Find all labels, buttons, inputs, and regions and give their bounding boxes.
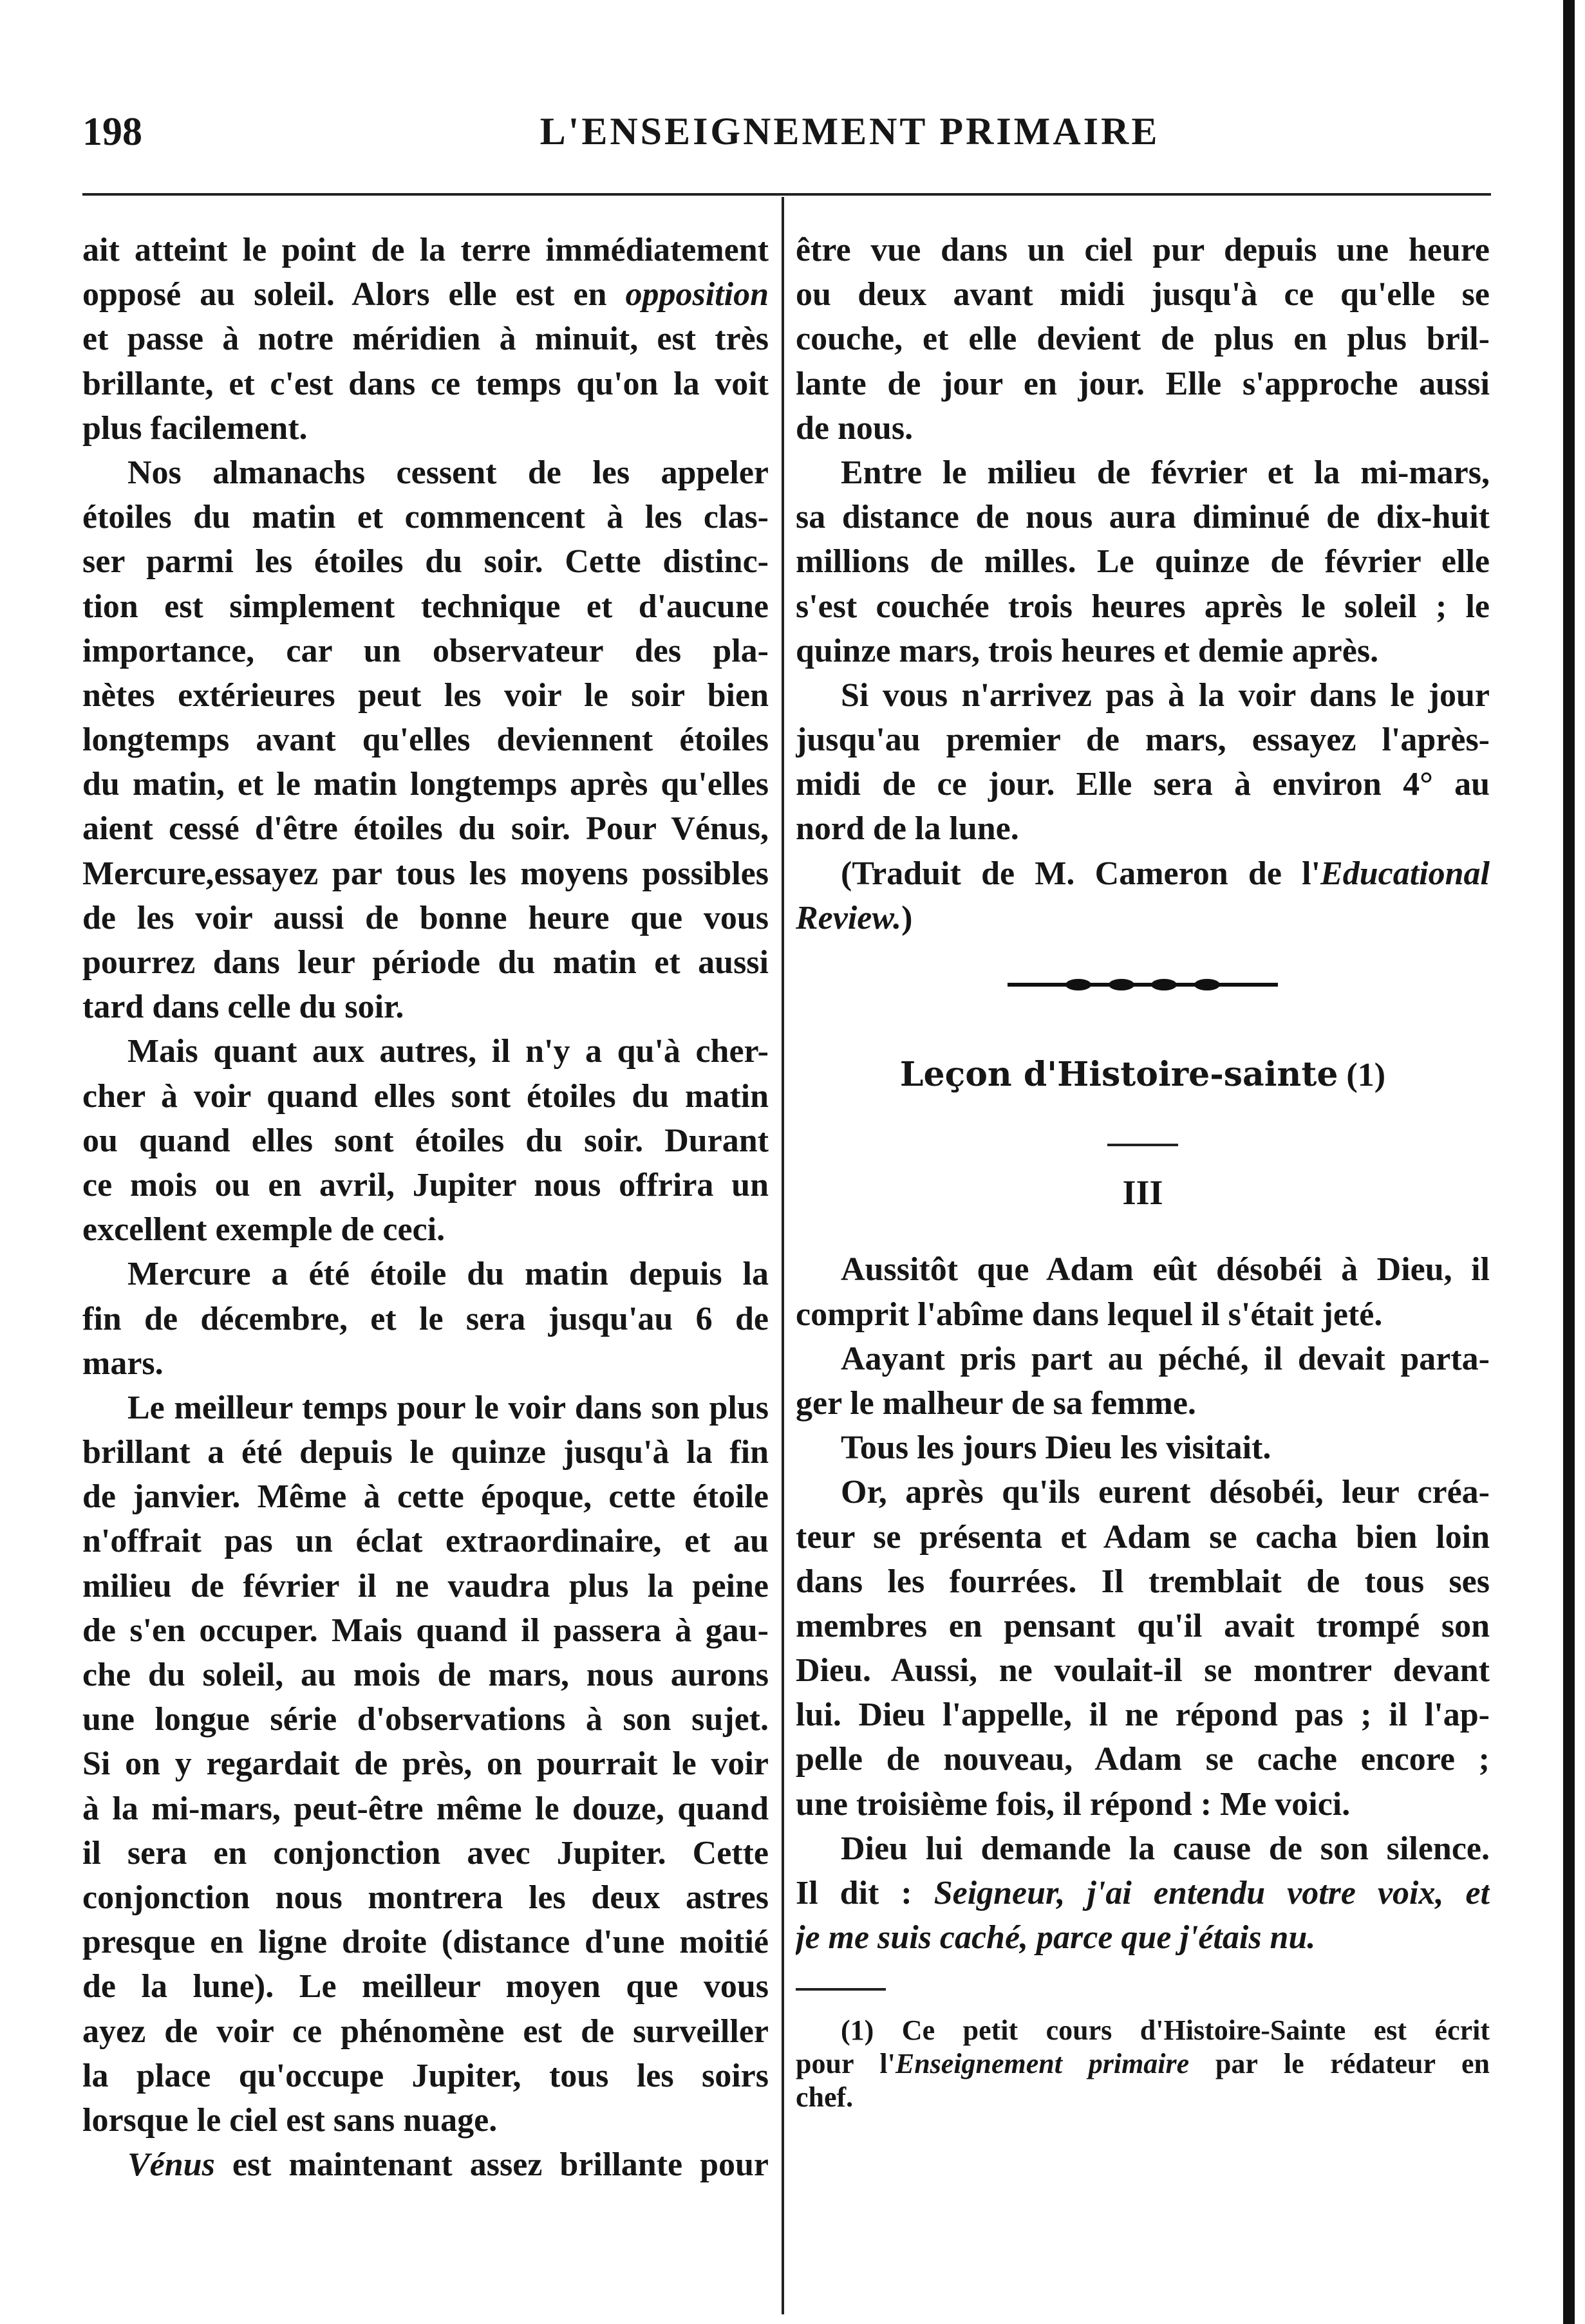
citation-line: (Traduit de M. Cameron de l'Educational: [841, 855, 1490, 892]
text-line: la place qu'occupe Jupiter, tous les soirs: [82, 2057, 769, 2094]
text-line: lui. Dieu l'appelle, il ne répond pas ; il l'ap-: [796, 1697, 1490, 1734]
text-line: tion est simplement technique et d'aucune: [82, 588, 769, 625]
text-line: du matin, et le matin longtemps après qu'elles: [82, 766, 769, 803]
text-line: Mercure a été étoile du matin depuis la: [127, 1256, 769, 1293]
text-line: ce mois ou en avril, Jupiter nous offrira un: [82, 1166, 769, 1204]
text-line: opposé au soleil. Alors elle est en opposition: [82, 276, 769, 313]
short-rule: [1107, 1144, 1178, 1146]
text-line: Mercure,essayez par tous les moyens possibles: [82, 855, 769, 892]
header-rule: [82, 193, 1491, 196]
text-line: Vénus est maintenant assez brillante pour: [127, 2146, 769, 2184]
text-line: Dieu. Aussi, ne voulait-il se montrer devant: [796, 1652, 1490, 1689]
text-line: quinze mars, trois heures et demie après.: [796, 632, 1379, 669]
text-line: de la lune). Le meilleur moyen que vous: [82, 1968, 769, 2005]
footnote-line: pour l'Enseignement primaire par le rédateur en: [796, 2048, 1490, 2080]
italic-term: Vénus: [127, 2146, 215, 2184]
text-line: dans les fourrées. Il tremblait de tous ses: [796, 1563, 1490, 1600]
text-line: nord de la lune.: [796, 810, 1019, 848]
text-line: n'offrait pas un éclat extraordinaire, et au: [82, 1523, 769, 1560]
text-line: de janvier. Même à cette époque, cette étoile: [82, 1478, 769, 1516]
text-line: aient cessé d'être étoiles du soir. Pour Vénus,: [82, 810, 769, 848]
page-edge-bar: [1563, 0, 1575, 2324]
text-line: pourrez dans leur période du matin et aussi: [82, 944, 769, 981]
text-line: Aayant pris part au péché, il devait parta-: [841, 1340, 1490, 1377]
page-number: 198: [82, 110, 142, 154]
text-line: jusqu'au premier de mars, essayez l'après-: [796, 721, 1490, 759]
text-line: milieu de février il ne vaudra plus la peine: [82, 1567, 769, 1604]
text-line: de s'en occuper. Mais quand il passera à gau-: [82, 1612, 769, 1649]
italic-term: opposition: [625, 276, 769, 313]
quote-line: je me suis caché, parce que j'étais nu.: [796, 1919, 1316, 1957]
text-line: nètes extérieures peut les voir le soir bien: [82, 676, 769, 714]
text-line: che du soleil, au mois de mars, nous aurons: [82, 1657, 769, 1693]
footnote-line: (1) Ce petit cours d'Histoire-Sainte est écrit: [841, 2014, 1490, 2047]
text-line: ayez de voir ce phénomène est de surveiller: [82, 2013, 769, 2050]
text-line: s'est couchée trois heures après le soleil ; le: [796, 588, 1490, 625]
text-line: Si vous n'arrivez pas à la voir dans le jour: [841, 676, 1490, 714]
text-line: Aussitôt que Adam eût désobéi à Dieu, il: [841, 1251, 1490, 1288]
text-line: Nos almanachs cessent de les appeler: [127, 454, 769, 491]
text-line: sa distance de nous aura diminué de dix-huit: [796, 499, 1490, 536]
text-line: Entre le milieu de février et la mi-mars,: [841, 454, 1490, 491]
text-line: comprit l'abîme dans lequel il s'était jeté.: [796, 1296, 1383, 1333]
section-heading: Leçon d'Histoire-sainte (1): [899, 1055, 1386, 1094]
column-divider: [782, 197, 784, 2314]
text-line: une troisième fois, il répond : Me voici.: [796, 1785, 1351, 1823]
footnote: [796, 2014, 1490, 2114]
text-line: Or, après qu'ils eurent désobéi, leur créa-: [841, 1474, 1490, 1511]
text-line: mars.: [82, 1344, 164, 1382]
text-line: excellent exemple de ceci.: [82, 1211, 445, 1249]
text-line: et passe à notre méridien à minuit, est très: [82, 321, 769, 358]
text-line: de les voir aussi de bonne heure que vous: [82, 899, 769, 936]
text-line: tard dans celle du soir.: [82, 989, 404, 1026]
text-line: midi de ce jour. Elle sera à environ 4° au: [796, 766, 1490, 803]
text-line: membres en pensant qu'il avait trompé son: [796, 1607, 1490, 1644]
text-line: Mais quant aux autres, il n'y a qu'à cher-: [127, 1033, 769, 1070]
text-line: conjonction nous montrera les deux astres: [82, 1879, 769, 1916]
section-number: III: [1122, 1173, 1163, 1213]
footnote-line: chef.: [796, 2081, 854, 2114]
text-line: étoiles du matin et commencent à les clas-: [82, 499, 769, 536]
text-line: lante de jour en jour. Elle s'approche aussi: [796, 365, 1490, 402]
citation-line: Review.): [796, 899, 913, 936]
text-line: Dieu lui demande la cause de son silence.: [841, 1830, 1490, 1867]
text-line: lorsque le ciel est sans nuage.: [82, 2101, 498, 2139]
text-line: être vue dans un ciel pur depuis une heure: [796, 232, 1490, 268]
text-line: ou deux avant midi jusqu'à ce qu'elle se: [796, 276, 1490, 313]
text-line: Tous les jours Dieu les visitait.: [841, 1429, 1271, 1467]
text-line: Si on y regardait de près, on pourrait le voir: [82, 1745, 769, 1783]
text-line: importance, car un observateur des pla-: [82, 632, 769, 669]
footnote-rule: [796, 1988, 886, 1991]
text-line: une longue série d'observations à son sujet.: [82, 1701, 769, 1738]
text-line: à la mi-mars, peut-être même le douze, quand: [82, 1790, 769, 1827]
text-line: presque en ligne droite (distance d'une moitié: [82, 1924, 769, 1961]
text-line: millions de milles. Le quinze de février elle: [796, 543, 1490, 581]
left-column: [82, 228, 769, 2187]
text-line: ou quand elles sont étoiles du soir. Durant: [82, 1122, 769, 1159]
text-line: pelle de nouveau, Adam se cache encore ;: [796, 1741, 1490, 1778]
text-line: ger le malheur de sa femme.: [796, 1384, 1196, 1422]
text-line: couche, et elle devient de plus en plus bril-: [796, 321, 1490, 358]
text-line: de nous.: [796, 409, 914, 447]
text-line: longtemps avant qu'elles deviennent étoiles: [82, 721, 769, 759]
text-line: ait atteint le point de la terre immédiatement: [82, 232, 769, 268]
text-line: brillante, et c'est dans ce temps qu'on la voit: [82, 365, 769, 402]
footnote-ref: (1): [1346, 1057, 1386, 1093]
right-column: [796, 228, 1490, 2114]
text-line: ser parmi les étoiles du soir. Cette distinc-: [82, 543, 769, 581]
text-line: teur se présenta et Adam se cacha bien loin: [796, 1518, 1490, 1556]
text-line: plus facilement.: [82, 409, 308, 447]
text-line: brillant a été depuis le quinze jusqu'à la fin: [82, 1434, 769, 1471]
text-line: cher à voir quand elles sont étoiles du matin: [82, 1077, 769, 1115]
ornamental-divider: [1008, 979, 1278, 990]
text-line: Le meilleur temps pour le voir dans son plus: [127, 1389, 769, 1426]
running-title: L'ENSEIGNEMENT PRIMAIRE: [539, 110, 1160, 153]
quote-line: Il dit : Seigneur, j'ai entendu votre voix, et: [796, 1875, 1490, 1912]
text-line: fin de décembre, et le sera jusqu'au 6 de: [82, 1300, 769, 1337]
text-line: il sera en conjonction avec Jupiter. Cette: [82, 1834, 769, 1872]
